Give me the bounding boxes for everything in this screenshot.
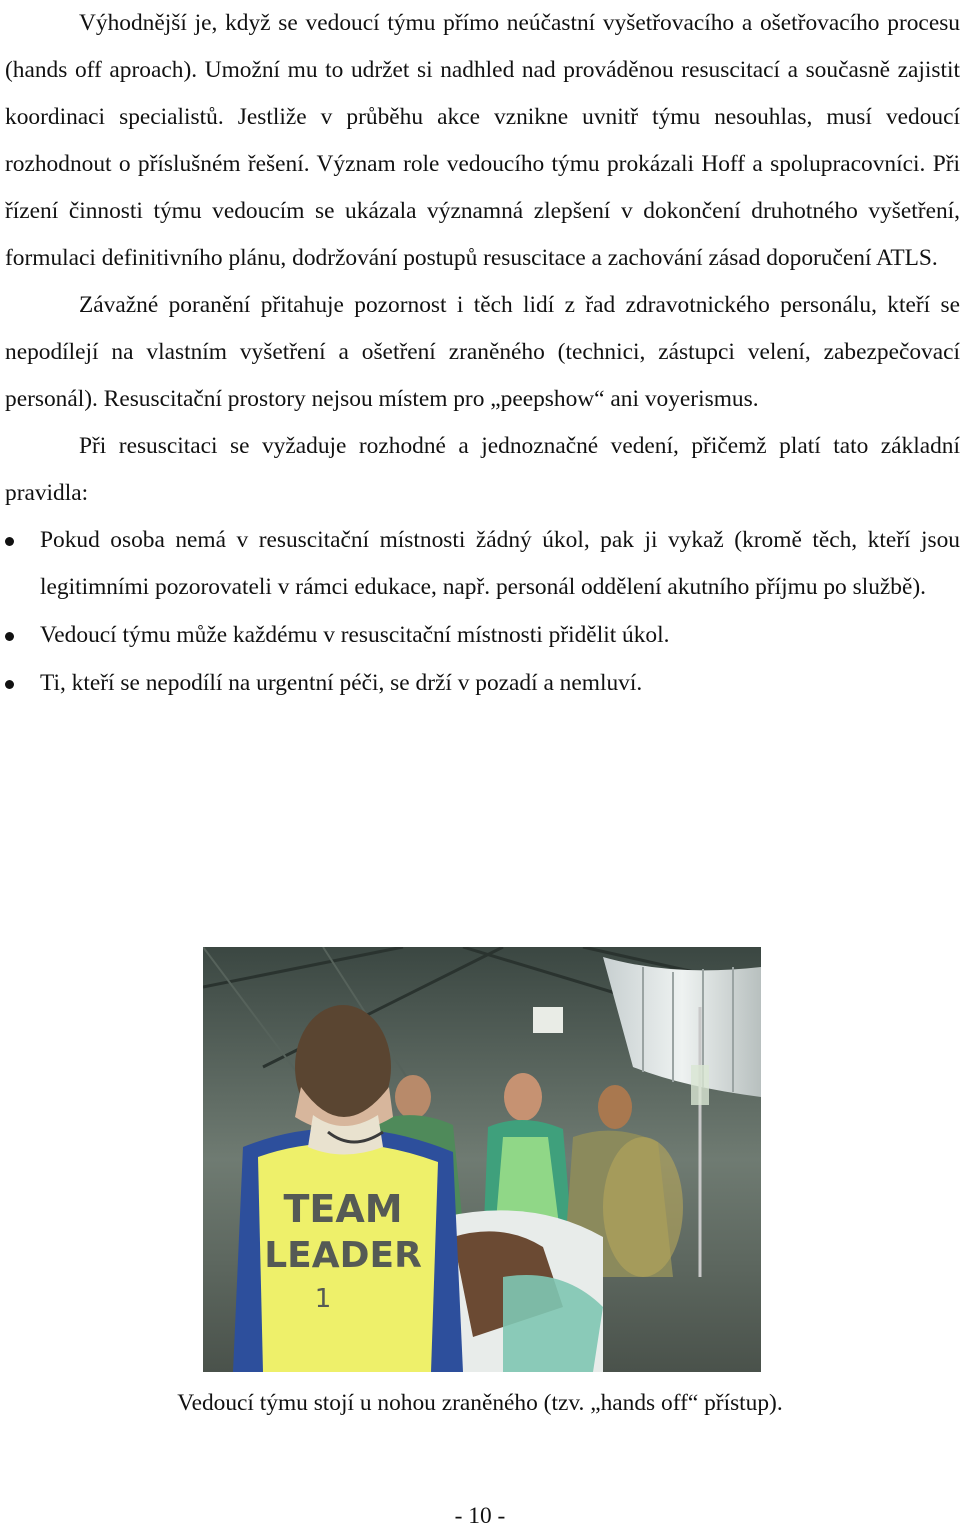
bullet-icon [5, 632, 14, 641]
vest-text-leader: LEADER [264, 1235, 422, 1276]
list-item: Ti, kteří se nepodílí na urgentní péči, se drží v pozadí a nemluví. [5, 660, 960, 707]
list-item: Vedoucí týmu může každému v resuscitační místnosti přidělit úkol. [5, 612, 960, 659]
bullet-icon [5, 537, 14, 546]
rules-list [5, 517, 960, 707]
bullet-icon [5, 680, 14, 689]
document-body [5, 0, 960, 708]
paragraph-rules-intro: Při resuscitaci se vyžaduje rozhodné a jednoznačné vedení, přičemž platí tato základní pravidla: [5, 433, 960, 506]
page-number: - 10 - [454, 1503, 506, 1529]
list-item: Pokud osoba nemá v resuscitační místnosti žádný úkol, pak ji vykaž (kromě těch, kteří jsou legitimními pozorovateli v rámci edukace, např. personál oddělení akutního příjmu po službě). [5, 517, 960, 611]
vest-number: 1 [314, 1284, 332, 1314]
vest-text-team: TEAM [283, 1187, 403, 1231]
resuscitation-photo [203, 947, 761, 1372]
paragraph-peepshow: Závažné poranění přitahuje pozornost i těch lidí z řad zdravotnického personálu, kteří se nepodílejí na vlastním vyšetření a ošetření zraněného (technici, zástupci velení, zabezpečovací personál). Resuscitační prostory nejsou místem pro „peepshow“ ani voyerismus. [5, 292, 960, 412]
photo-caption: Vedoucí týmu stojí u nohou zraněného (tzv. „hands off“ přístup). [177, 1390, 783, 1416]
paragraph-team-leader-role: Výhodnější je, když se vedoucí týmu přímo neúčastní vyšetřovacího a ošetřovacího procesu (hands off aproach). Umožní mu to udržet si nadhled nad prováděnou resuscitací a současně zajistit koordinaci specialistů. Jestliže v průběhu akce vznikne uvnitř týmu nesouhlas, musí vedoucí rozhodnout o příslušném řešení. Význam role vedoucího týmu prokázali Hoff a spolupracovníci. Při řízení činnosti týmu vedoucím se ukázala významná zlepšení v dokončení druhotného vyšetření, formulaci definitivního plánu, dodržování postupů resuscitace a zachování zásad doporučení ATLS. [5, 10, 960, 271]
